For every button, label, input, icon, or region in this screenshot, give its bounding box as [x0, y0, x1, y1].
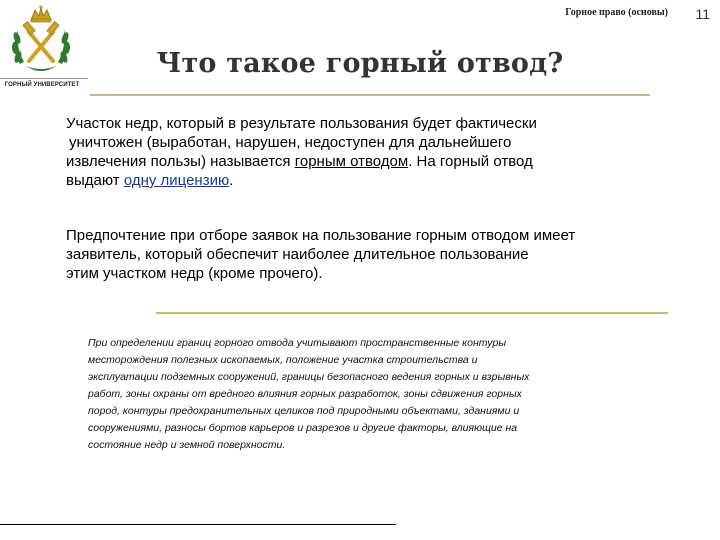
note-line: эксплуатации подземных сооружений, границы безопасного ведения горных и взрывных	[88, 371, 530, 383]
note-line: месторождения полезных ископаемых, положение участка строительства и	[88, 354, 478, 366]
logo-caption: ГОРНЫЙ УНИВЕРСИТЕТ	[4, 82, 80, 88]
slide-title: Что такое горный отвод?	[156, 48, 564, 79]
note-line: работ, зоны охраны от вредного влияния горных разработок, зоны сдвижения горных	[88, 388, 522, 400]
text-fragment: выдают	[66, 172, 124, 189]
paragraph-line: этим участком недр (кроме прочего).	[66, 265, 323, 282]
title-underline-rule	[90, 94, 650, 96]
one-license-link[interactable]: одну лицензию	[123, 172, 230, 189]
note-line: сооружениями, разносы бортов карьеров и разрезов и другие факторы, влияющие на	[88, 422, 518, 434]
note-line: состояние недр и земной поверхности.	[88, 439, 286, 451]
definition-paragraph	[66, 114, 686, 190]
paragraph-line	[66, 171, 686, 190]
text-fragment: .	[229, 172, 234, 189]
preference-paragraph	[66, 226, 706, 283]
paragraph-line: уничтожен (выработан, нарушен, недоступен для дальнейшего	[69, 134, 512, 151]
boundaries-note	[88, 335, 688, 454]
note-line: При определении границ горного отвода учитывают пространственные контуры	[88, 337, 507, 349]
section-divider-rule	[156, 312, 668, 314]
paragraph-line	[66, 152, 686, 171]
term-mining-allotment: горным отводом	[294, 153, 409, 170]
paragraph-line: Участок недр, который в результате пользования будет фактически	[66, 115, 537, 132]
page-number: 11	[695, 6, 710, 22]
footer-rule	[0, 524, 396, 525]
paragraph-line: Предпочтение при отборе заявок на пользование горным отводом имеет	[66, 227, 576, 244]
paragraph-line: заявитель, который обеспечит наиболее длительное пользование	[66, 246, 529, 263]
crown-icon	[31, 5, 51, 22]
text-fragment: извлечения пользы) называется	[66, 153, 295, 170]
text-fragment: . На горный отвод	[408, 153, 533, 170]
course-header: Горное право (основы)	[565, 7, 668, 18]
note-line: пород, контуры предохранительных целиков под природными объектами, зданиями и	[88, 405, 520, 417]
